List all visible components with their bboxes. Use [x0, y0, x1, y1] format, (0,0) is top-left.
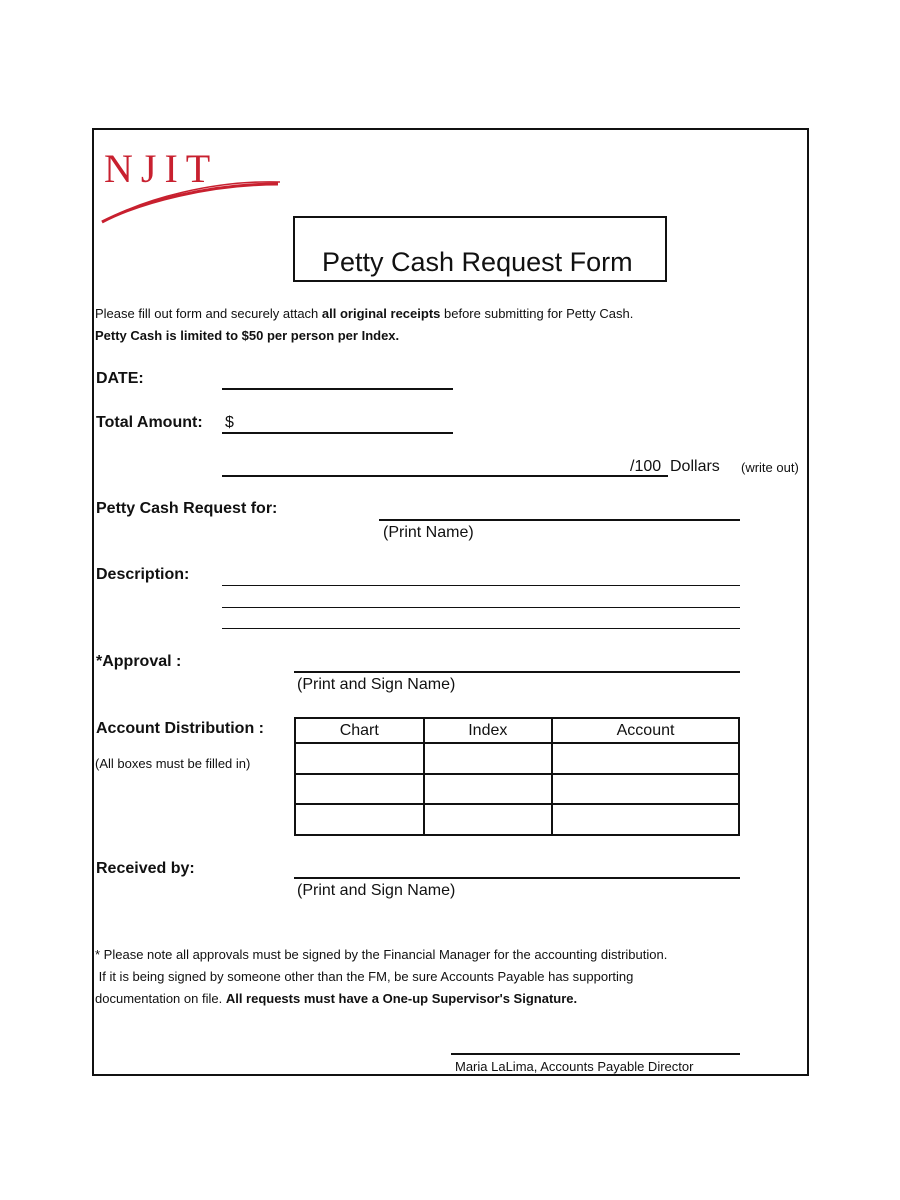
- description-line-1[interactable]: [222, 585, 740, 586]
- index-cell[interactable]: [424, 774, 553, 805]
- logo-text: NJIT: [104, 146, 219, 191]
- intro-line-1: [95, 306, 633, 321]
- intro-text-end: before submitting for Petty Cash.: [440, 306, 634, 321]
- date-label: DATE:: [96, 370, 144, 387]
- dollars-word: Dollars: [670, 458, 720, 475]
- footnote-text: documentation on file.: [95, 991, 226, 1006]
- njit-logo: [100, 140, 285, 230]
- date-field[interactable]: [222, 388, 453, 390]
- approval-hint: (Print and Sign Name): [297, 676, 456, 693]
- received-by-label: Received by:: [96, 860, 195, 877]
- dollar-sign: $: [225, 414, 234, 431]
- footnote-line-2: If it is being signed by someone other than the FM, be sure Accounts Payable has supporting: [95, 969, 634, 984]
- account-cell[interactable]: [552, 743, 739, 774]
- request-for-field[interactable]: [379, 519, 740, 521]
- column-header-index: Index: [424, 718, 553, 743]
- column-header-account: Account: [552, 718, 739, 743]
- request-for-label: Petty Cash Request for:: [96, 500, 278, 517]
- total-amount-field[interactable]: [222, 432, 453, 434]
- intro-text: Please fill out form and securely attach: [95, 306, 322, 321]
- description-line-2[interactable]: [222, 607, 740, 608]
- index-cell[interactable]: [424, 804, 553, 835]
- chart-cell[interactable]: [295, 774, 424, 805]
- received-by-hint: (Print and Sign Name): [297, 882, 456, 899]
- director-signature-line[interactable]: [451, 1053, 740, 1055]
- approval-field[interactable]: [294, 671, 740, 673]
- footnote-line-3: [95, 988, 577, 1010]
- approval-label: *Approval :: [96, 653, 182, 670]
- cents-suffix: /100: [630, 458, 662, 475]
- column-header-chart: Chart: [295, 718, 424, 743]
- write-out-hint: (write out): [741, 460, 799, 475]
- received-by-field[interactable]: [294, 877, 740, 879]
- account-distribution-label: Account Distribution :: [96, 720, 264, 737]
- table-row: [295, 804, 739, 835]
- director-name: Maria LaLima, Accounts Payable Director: [455, 1059, 694, 1074]
- description-label: Description:: [96, 566, 190, 583]
- table-header-row: [295, 718, 739, 743]
- total-amount-label: Total Amount:: [96, 414, 203, 431]
- index-cell[interactable]: [424, 743, 553, 774]
- account-cell[interactable]: [552, 804, 739, 835]
- account-distribution-table: [294, 717, 740, 836]
- amount-written-field[interactable]: [222, 475, 668, 477]
- intro-line-2: Petty Cash is limited to $50 per person per Index.: [95, 328, 400, 343]
- print-name-hint: (Print Name): [383, 524, 474, 541]
- all-boxes-note: (All boxes must be filled in): [95, 756, 251, 771]
- chart-cell[interactable]: [295, 804, 424, 835]
- page-title: Petty Cash Request Form: [322, 247, 633, 277]
- intro-bold: all original receipts: [321, 306, 441, 321]
- table-row: [295, 743, 739, 774]
- footnote-bold: All requests must have a One-up Supervisor's Signature.: [225, 991, 578, 1006]
- account-cell[interactable]: [552, 774, 739, 805]
- chart-cell[interactable]: [295, 743, 424, 774]
- footnote-line-1: * Please note all approvals must be signed by the Financial Manager for the accounting distribution.: [95, 947, 668, 962]
- description-line-3[interactable]: [222, 628, 740, 629]
- table-row: [295, 774, 739, 805]
